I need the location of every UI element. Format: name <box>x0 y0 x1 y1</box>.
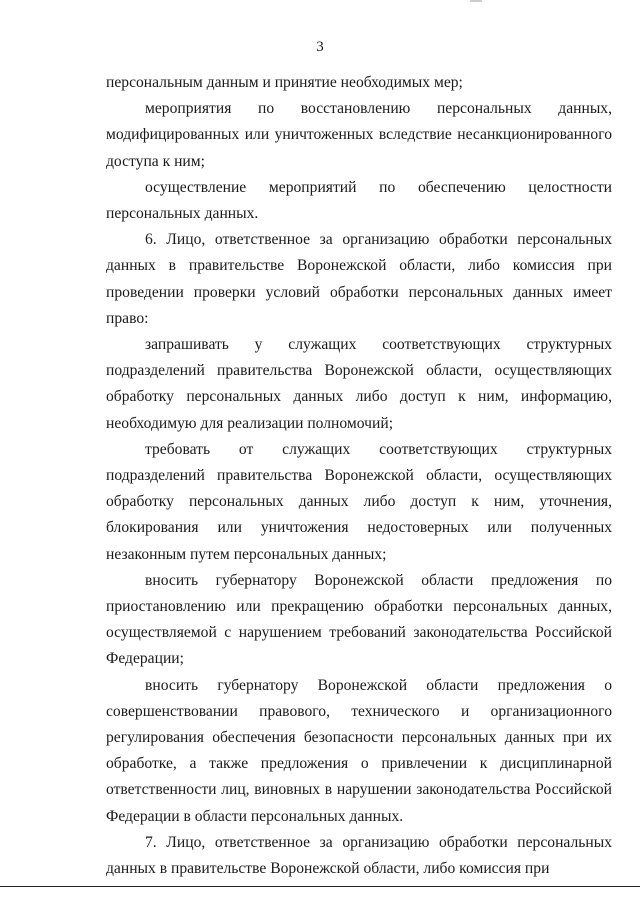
paragraph-improvement-proposals: вносить губернатору Воронежской области предложения о совершенствовании правового, технического и организационного регулирования обеспечения безопасности персональных данных при их обработке, а также предложения о привлечении к дисциплинарной ответственности лиц, виновных в нарушении законодательства Российской Федерации в области персональных данных. <box>106 676 612 825</box>
page-bottom-edge <box>0 886 640 887</box>
paragraph-item-7: 7. Лицо, ответственное за организацию обработки персональных данных в правительстве Воронежской области, либо комиссия при <box>106 833 612 878</box>
page-number: 3 <box>316 39 324 55</box>
document-body <box>106 70 612 882</box>
paragraph-restore-data: мероприятия по восстановлению персональных данных, модифицированных или уничтоженных вследствие несанкционированного доступа к ним; <box>106 100 612 170</box>
paragraph-demand-clarification: требовать от служащих соответствующих структурных подразделений правительства Воронежской области, осуществляющих обработку персональных данных либо доступ к ним, уточнения, блокирования или уничтожения недостоверных или полученных незаконным путем персональных данных; <box>106 440 612 563</box>
scan-artifact <box>470 0 482 2</box>
paragraph-integrity: осуществление мероприятий по обеспечению целостности персональных данных. <box>106 178 612 223</box>
paragraph-continuation: персональным данным и принятие необходимых мер; <box>106 74 463 91</box>
paragraph-suspend-processing: вносить губернатору Воронежской области предложения по приостановлению или прекращению обработки персональных данных, осуществляемой с нарушением требований законодательства Российской Федерации; <box>106 571 612 668</box>
paragraph-request-info: запрашивать у служащих соответствующих структурных подразделений правительства Воронежской области, осуществляющих обработку персональных данных либо доступ к ним, информацию, необходимую для реализации полномочий; <box>106 336 612 432</box>
paragraph-item-6: 6. Лицо, ответственное за организацию обработки персональных данных в правительстве Воронежской области, либо комиссия при проведении проверки условий обработки персональных данных имеет право: <box>106 231 612 327</box>
